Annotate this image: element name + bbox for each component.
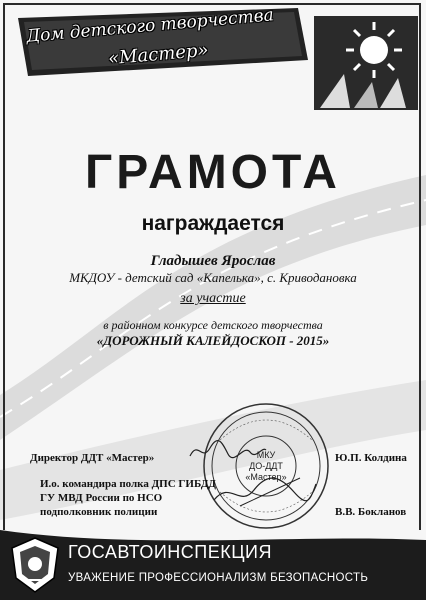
commander-name: В.В. Бокланов [335,506,407,518]
commander-title-line2: ГУ МВД России по НСО [40,492,163,504]
stamp-text-line2: ДО-ДДТ [249,461,283,471]
footer-banner [0,530,426,600]
stamp-text-line1: МКУ [256,450,276,460]
agency-slogan: УВАЖЕНИЕ ПРОФЕССИОНАЛИЗМ БЕЗОПАСНОСТЬ [68,572,369,584]
director-name: Ю.П. Колдина [335,452,407,464]
contest-name: «ДОРОЖНЫЙ КАЛЕЙДОСКОП - 2015» [96,333,330,348]
sun-logo-icon [314,16,418,110]
recipient-institution: МКДОУ - детский сад «Капелька», с. Криводановка [69,270,357,285]
org-name-line1: Дом детского творчества [25,5,275,47]
official-stamp [200,400,332,532]
commander-title-line3: подполковник полиции [40,506,158,518]
commander-title-line1: И.о. командира полка ДПС ГИБДД [40,478,216,490]
recipient-name: Гладышев Ярослав [150,253,276,269]
director-signature [188,438,268,464]
org-name-line2: «Мастер» [107,39,210,70]
awarded-label: награждается [141,212,285,235]
agency-name: ГОСАВТОИНСПЕКЦИЯ [68,542,272,562]
stamp-text-line3: «Мастер» [245,472,287,482]
gai-emblem-icon [8,536,62,594]
contest-intro: в районном конкурсе детского творчества [103,318,323,332]
director-title: Директор ДДТ «Мастер» [30,452,155,464]
award-reason [0,291,426,307]
header-org [18,5,308,76]
commander-signature [210,470,320,510]
award-reason-text: за участие [180,291,246,306]
certificate-title: ГРАМОТА [85,146,341,199]
